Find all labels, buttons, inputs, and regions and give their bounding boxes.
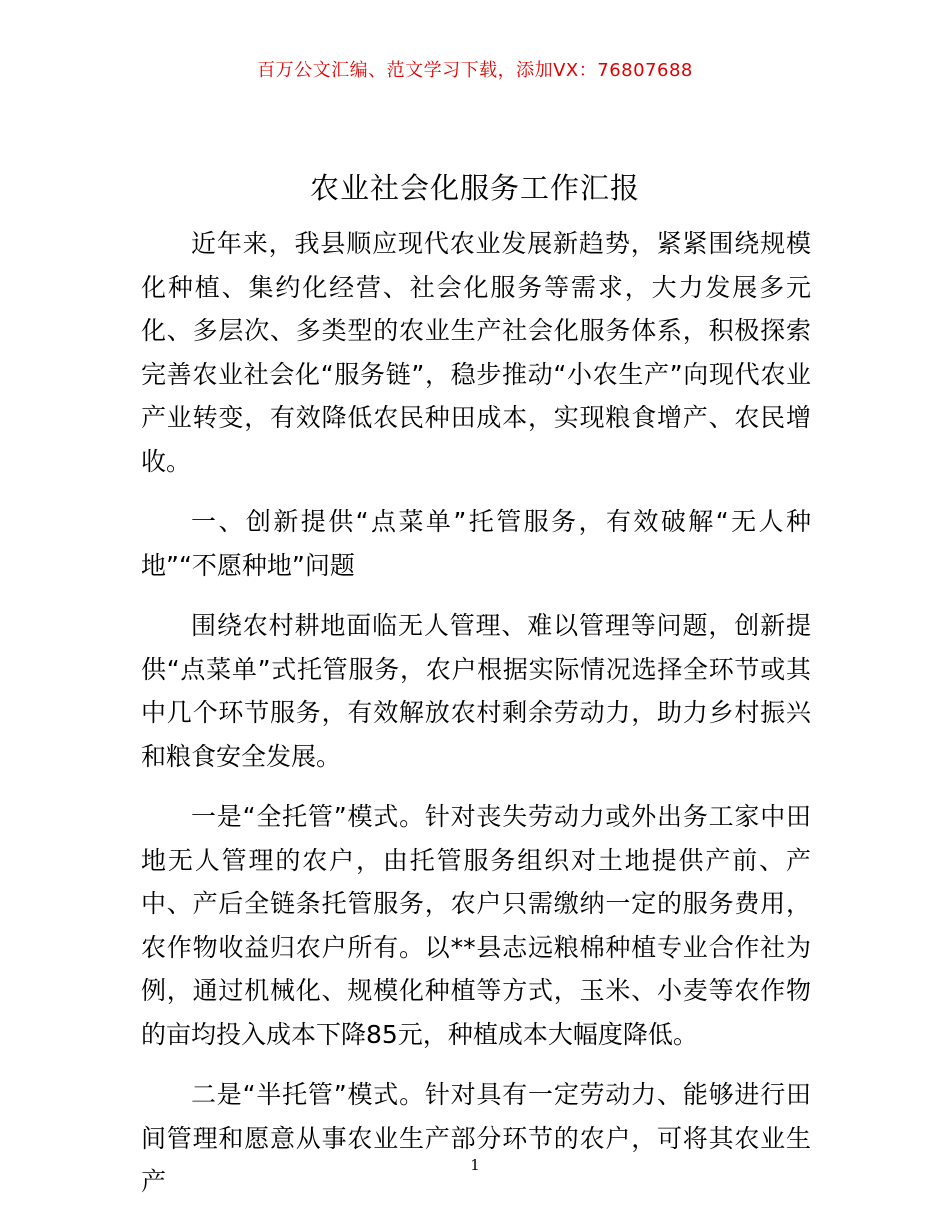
paragraph-full-custody: 一是“全托管”模式。针对丧失劳动力或外出务工家中田地无人管理的农户，由托管服务组织对土地提供产前、产中、产后全链条托管服务，农户只需缴纳一定的服务费用，农作物收益归农户所有。以**县志远粮棉种植专业合作社为例，通过机械化、规模化种植等方式，玉米、小麦等农作物的亩均投入成本下降85元，种植成本大幅度降低。	[141, 802, 811, 1049]
section-heading-1: 一、创新提供“点菜单”托管服务，有效破解“无人种地”“不愿种地”问题	[141, 507, 811, 580]
paragraph-intro: 近年来，我县顺应现代农业发展新趋势，紧紧围绕规模化种植、集约化经营、社会化服务等需求，大力发展多元化、多层次、多类型的农业生产社会化服务体系，积极探索完善农业社会化“服务链”，稳步推动“小农生产”向现代农业产业转变，有效降低农民种田成本，实现粮食增产、农民增收。	[141, 229, 811, 476]
paragraph-half-custody: 二是“半托管”模式。针对具有一定劳动力、能够进行田间管理和愿意从事农业生产部分环节的农户，可将其农业生产	[141, 1080, 811, 1196]
paragraph-section-1: 围绕农村耕地面临无人管理、难以管理等问题，创新提供“点菜单”式托管服务，农户根据实际情况选择全环节或其中几个环节服务，有效解放农村剩余劳动力，助力乡村振兴和粮食安全发展。	[141, 611, 811, 771]
document-title: 农业社会化服务工作汇报	[309, 171, 640, 205]
header-note: 百万公文汇编、范文学习下载，添加VX：76807688	[257, 60, 693, 81]
page-number: 1	[470, 1156, 480, 1174]
document-body	[141, 222, 811, 1221]
